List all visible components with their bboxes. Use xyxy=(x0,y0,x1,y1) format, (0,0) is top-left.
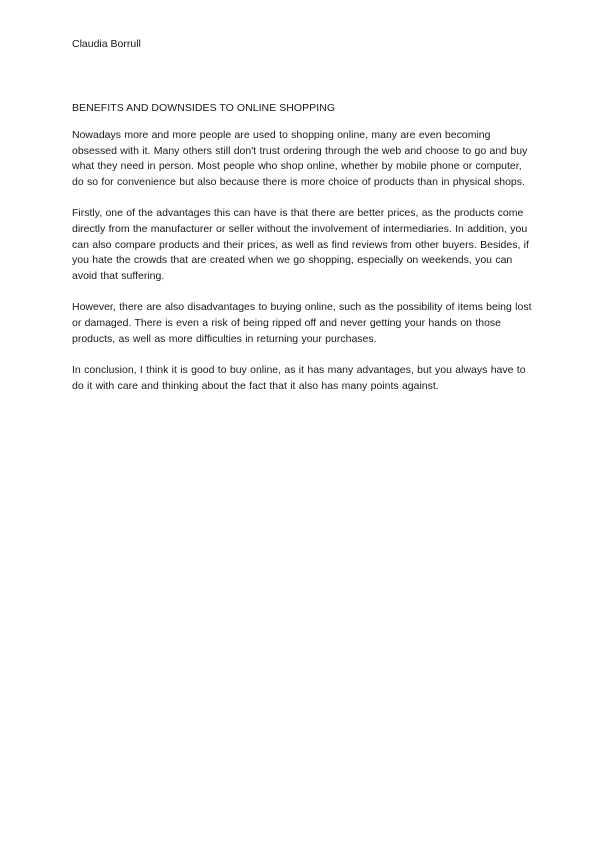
essay-body xyxy=(72,128,534,410)
essay-title: BENEFITS AND DOWNSIDES TO ONLINE SHOPPING xyxy=(72,102,336,114)
paragraph-introduction: Nowadays more and more people are used to shopping online, many are even becoming obsessed with it. Many others still don't trust ordering through the web and choose to go and buy what they need in person. Most people who shop online, whether by mobile phone or computer, do so for convenience but also because there is more choice of products than in physical shops. xyxy=(72,129,528,188)
author-name: Claudia Borrull xyxy=(72,38,141,50)
paragraph-advantages: Firstly, one of the advantages this can have is that there are better prices, as the products come directly from the manufacturer or seller without the involvement of intermediaries. In addition, you can also compare products and their prices, as well as find reviews from other buyers. Besides, if you hate the crowds that are created when we go shopping, especially on weekends, you can avoid that suffering. xyxy=(72,207,529,282)
paragraph-disadvantages: However, there are also disadvantages to buying online, such as the possibility of items being lost or damaged. There is even a risk of being ripped off and never getting your hands on those products, as well as more difficulties in returning your purchases. xyxy=(72,301,532,345)
paragraph-conclusion: In conclusion, I think it is good to buy online, as it has many advantages, but you always have to do it with care and thinking about the fact that it also has many points against. xyxy=(72,364,526,392)
